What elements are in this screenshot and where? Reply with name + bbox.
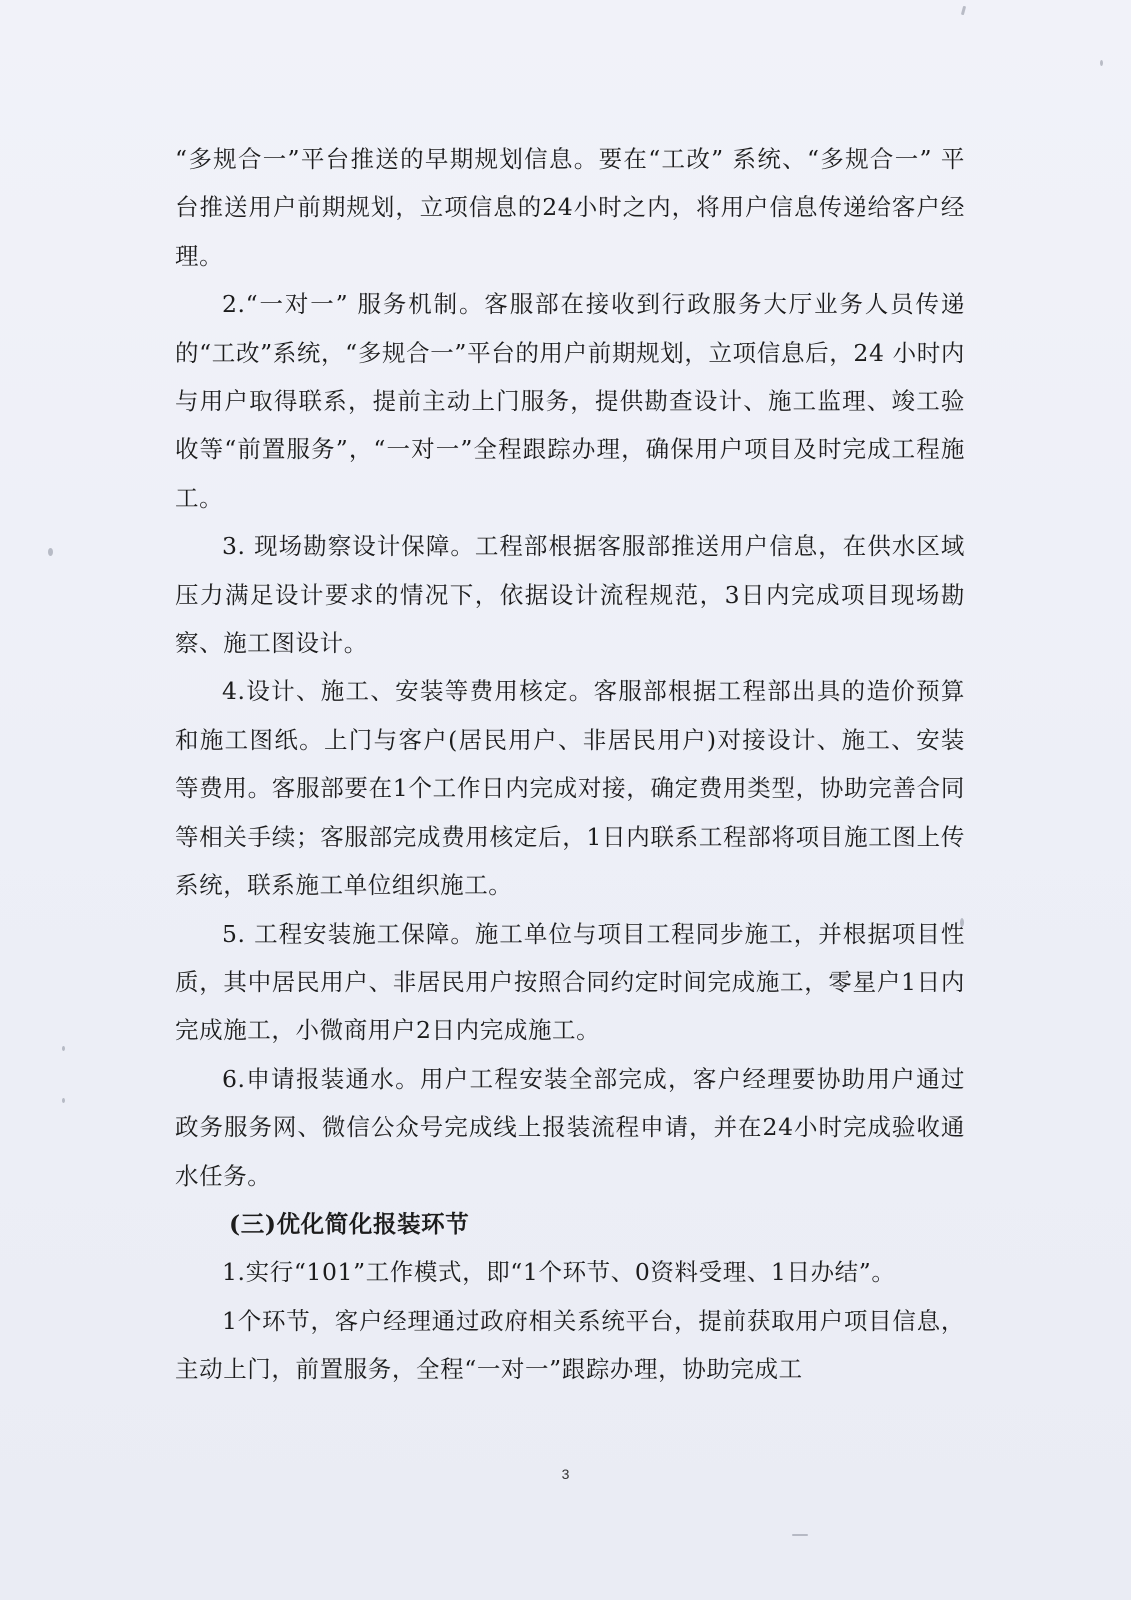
paragraph-continuation: “多规合一”平台推送的早期规划信息。要在“工改” 系统、“多规合一” 平台推送用户前期规划，立项信息的24小时之内，将用户信息传递给客户经理。: [175, 145, 965, 270]
paragraph-one-to-one-service: 2.“一对一” 服务机制。客服部在接收到行政服务大厅业务人员传递的“工改”系统，“多规合一”平台的用户前期规划，立项信息后，24 小时内与用户取得联系，提前主动上门服务，提供勘查设计、施工监理、竣工验收等“前置服务”，“一对一”全程跟踪办理，确保用户项目及时完成工程施工。: [175, 290, 965, 512]
scan-speck: [62, 1098, 65, 1103]
section-heading: (三)优化简化报装环节: [229, 1209, 470, 1238]
page-number: 3: [561, 1466, 570, 1482]
paragraph-cost-verification: 4.设计、施工、安装等费用核定。客服部根据工程部出具的造价预算和施工图纸。上门与客户(居民用户、非居民用户)对接设计、施工、安装等费用。客服部要在1个工作日内完成对接，确定费用类型，协助完善合同等相关手续；客服部完成费用核定后，1日内联系工程部将项目施工图上传系统，联系施工单位组织施工。: [175, 677, 965, 900]
paragraph-water-connection: 6.申请报装通水。用户工程安装全部完成，客户经理要协助用户通过政务服务网、微信公众号完成线上报装流程申请，并在24小时完成验收通水任务。: [175, 1064, 965, 1190]
paragraph-101-mode: 1.实行“101”工作模式，即“1个环节、0资料受理、1日办结”。: [222, 1258, 896, 1287]
scan-speck: [62, 1046, 65, 1051]
document-body: [175, 135, 965, 1394]
scan-speck: [792, 1534, 808, 1536]
scan-speck: [48, 548, 53, 556]
scan-speck: [1100, 60, 1103, 66]
scan-speck: [961, 6, 966, 15]
paragraph-one-step: 1个环节，客户经理通过政府相关系统平台，提前获取用户项目信息，主动上门，前置服务，全程“一对一”跟踪办理，协助完成工: [175, 1306, 965, 1384]
paragraph-site-survey: 3. 现场勘察设计保障。工程部根据客服部推送用户信息，在供水区域压力满足设计要求的情况下，依据设计流程规范，3日内完成项目现场勘察、施工图设计。: [175, 532, 965, 658]
paragraph-installation: 5. 工程安装施工保障。施工单位与项目工程同步施工，并根据项目性质，其中居民用户、非居民用户按照合同约定时间完成施工，零星户1日内完成施工，小微商用户2日内完成施工。: [175, 919, 965, 1045]
